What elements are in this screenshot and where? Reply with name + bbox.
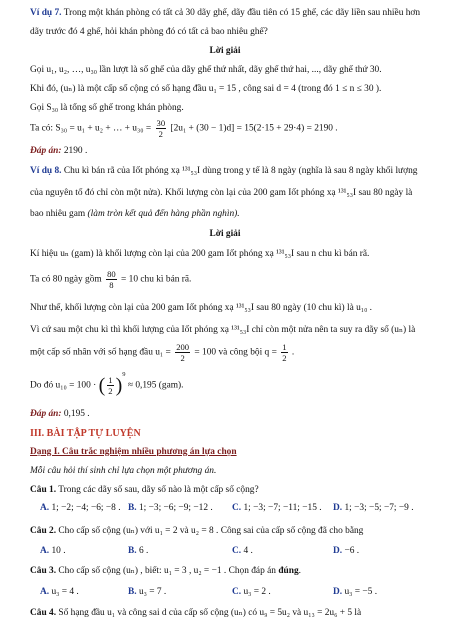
ex7-solution-line-4 [30,118,424,139]
question-4-text: Số hạng đầu u₁ và công sai d của cấp số cộng (uₙ) có u₉ = 5u₂ và u₁₃ = 2u₆ + 5 là [58,608,362,618]
ex8-u10-prefix: Do đó u₁₀ = 100 · [30,380,97,391]
ex8-cycles-numerator: 80 [107,269,116,279]
option-key: B. [128,587,137,597]
ex8-solution-line-5 [30,342,424,363]
ex8-cycles-fraction [106,269,117,290]
ex7-fraction-numerator: 30 [156,118,166,128]
option-value: 10 . [51,546,66,556]
question-3-text: Cho cấp số cộng (uₙ) , biết: u₁ = 3 , u₂ = −1 . Chọn đáp án [58,566,276,576]
option-value: 6 . [138,546,149,556]
ex7-answer-value: 2190 . [63,146,88,156]
option-key: C. [232,546,242,556]
ex8-half-fraction [107,375,113,396]
ex7-problem-line-2: dãy trước đó 4 ghế, hỏi khán phòng đó có tất cả bao nhiêu ghế? [30,27,268,37]
ex8-problem-text-1: Chu kì bán rã của Iốt phóng xạ ¹³¹₅₃I dùng trong y tế là 8 ngày (nghĩa là sau 8 ngày khối lượng [63,166,418,176]
question-2-option-d[interactable] [333,546,359,558]
question-3-text-end: . [298,566,301,576]
ex8-cycles-suffix: = 10 chu kì bán rã. [121,274,192,285]
option-value: u₃ = −5 . [344,587,378,597]
ex7-answer-label: Đáp án: [30,146,62,156]
question-2-option-b[interactable] [128,546,148,558]
option-key: D. [333,503,343,513]
ex8-first-term-prefix: một cấp số nhân với số hạng đầu u₁ = [30,347,171,358]
question-3-option-d[interactable] [333,587,377,599]
question-3 [30,566,424,578]
ex8-problem-line-3 [30,209,424,221]
question-4-label: Câu 4. [30,608,57,618]
question-2-text: Cho cấp số cộng (uₙ) với u₁ = 2 và u₂ = 8 . Công sai của cấp số cộng đã cho bằng [58,526,364,536]
option-value: 1; −3; −5; −7; −9 . [344,503,414,513]
question-1-option-a[interactable] [40,503,121,515]
ex8-cycles-prefix: Ta có 80 ngày gồm [30,274,102,285]
ex8-first-term-fraction [175,342,190,363]
question-3-emphasis: đúng [278,566,299,576]
ex8-problem-line-2: của nguyên tố đó chỉ còn một nửa). Khối lượng còn lại của 200 gam Iốt phóng xạ ¹³¹₅₃I sau 80 ngày là [30,188,413,198]
ex7-title: Ví dụ 7. [30,8,62,18]
question-1-option-d[interactable] [333,503,414,515]
question-4 [30,608,424,620]
right-paren: ) [115,374,123,397]
option-value: u₃ = 7 . [138,587,167,597]
question-1-option-b[interactable] [128,503,213,515]
section-title: III. BÀI TẬP TỰ LUYỆN [30,428,141,439]
option-key: B. [128,546,137,556]
option-value: 1; −3; −7; −11; −15 . [243,503,322,513]
ex8-solution-line-2 [30,269,424,290]
ex7-answer [30,146,424,158]
ex8-ratio-end: . [291,347,295,358]
ex7-solution-line-1: Gọi u₁, u₂, …, u₃₀ lần lượt là số ghế của dãy ghế thứ nhất, dãy ghế thứ hai, ..., dãy ghế thứ 30. [30,65,382,75]
ex8-answer-label: Đáp án: [30,409,62,419]
ex8-rounding-note: (làm tròn kết quả đến hàng phần nghìn). [87,209,240,219]
ex8-title: Ví dụ 8. [30,166,62,176]
option-value: 1; −2; −4; −6; −8 . [51,503,121,513]
question-1-options [30,503,424,515]
ex8-first-term-denominator: 2 [180,353,185,363]
option-key: D. [333,546,343,556]
ex7-solution-heading: Lời giải [209,46,241,56]
question-3-option-b[interactable] [128,587,166,599]
option-value: 4 . [243,546,253,556]
ex8-solution-line-6 [30,370,424,397]
question-3-label: Câu 3. [30,566,57,576]
ex7-fraction-denominator: 2 [158,129,163,139]
ex8-solution-line-1: Kí hiệu uₙ (gam) là khối lượng còn lại của 200 gam Iốt phóng xạ ¹³¹₅₃I sau n chu kì bán rã. [30,249,370,259]
option-value: u₃ = 2 . [243,587,271,597]
ex8-u10-suffix: ≈ 0,195 (gam). [127,380,184,391]
ex8-answer-value: 0,195 . [63,409,90,419]
ex8-first-term-numerator: 200 [176,342,190,352]
ex8-problem-text-3: bao nhiêu gam [30,209,86,219]
ex8-ratio-denominator: 2 [282,353,287,363]
option-value: u₃ = 4 . [51,587,79,597]
option-key: C. [232,587,242,597]
ex7-solution-line-2: Khi đó, (uₙ) là một cấp số cộng có số hạng đầu u₁ = 15 , công sai d = 4 (trong đó 1 ≤ n ≤ 30 ). [30,84,382,94]
option-value: 1; −3; −6; −9; −12 . [138,503,213,513]
ex7-problem-text-1: Trong một khán phòng có tất cả 30 dãy ghế, dãy đầu tiên có 15 ghế, các dãy liền sau nhiều hơn [63,8,421,18]
option-key: C. [232,503,242,513]
ex7-sum-prefix: Ta có: S₃₀ = u₁ + u₂ + … + u₃₀ = [30,123,152,134]
left-paren: ( [98,374,106,397]
ex8-half-denominator: 2 [108,386,113,396]
question-1-option-c[interactable] [232,503,322,515]
section-type-title: Dạng I. Câu trắc nghiệm nhiều phương án lựa chọn [30,447,237,457]
ex8-solution-line-4: Vì cứ sau một chu kì thì khối lượng của Iốt phóng xạ ¹³¹₅₃I chỉ còn một nửa nên ta suy ra dãy số (uₙ) là [30,325,416,335]
ex8-ratio-numerator: 1 [282,342,287,352]
option-key: A. [40,503,50,513]
question-1-text: Trong các dãy số sau, dãy số nào là một cấp số cộng? [58,485,259,495]
option-key: D. [333,587,343,597]
ex8-solution-line-3: Như thế, khối lượng còn lại của 200 gam Iốt phóng xạ ¹³¹₅₃I sau 80 ngày (10 chu kì) là u₁₀ . [30,303,373,313]
ex8-problem-line-1 [30,166,424,178]
question-2-option-c[interactable] [232,546,253,558]
ex7-problem-line-1 [30,8,424,20]
option-value: −6 . [344,546,360,556]
question-3-options [30,587,424,599]
option-key: A. [40,546,50,556]
question-1-label: Câu 1. [30,485,57,495]
ex8-half-numerator: 1 [108,375,113,385]
ex7-fraction [156,118,167,139]
ex7-solution-line-3: Gọi S₃₀ là tổng số ghế trong khán phòng. [30,103,184,113]
section-instruction: Mỗi câu hỏi thí sinh chỉ lựa chọn một phương án. [30,466,217,476]
question-2-label: Câu 2. [30,526,57,536]
question-2-options [30,546,424,558]
option-key: B. [128,503,137,513]
question-3-option-a[interactable] [40,587,79,599]
ex8-cycles-denominator: 8 [109,280,114,290]
ex8-exponent: 9 [122,370,126,378]
ex8-ratio-fraction [281,342,287,363]
ex8-ratio-text: = 100 và công bội q = [194,347,277,358]
ex8-solution-heading: Lời giải [209,229,241,239]
question-2 [30,526,424,538]
option-key: A. [40,587,50,597]
question-3-option-c[interactable] [232,587,271,599]
ex7-sum-suffix: [2u₁ + (30 − 1)d] = 15(2·15 + 29·4) = 2190 . [170,123,338,134]
ex8-answer [30,409,424,421]
question-2-option-a[interactable] [40,546,66,558]
question-1 [30,485,424,497]
